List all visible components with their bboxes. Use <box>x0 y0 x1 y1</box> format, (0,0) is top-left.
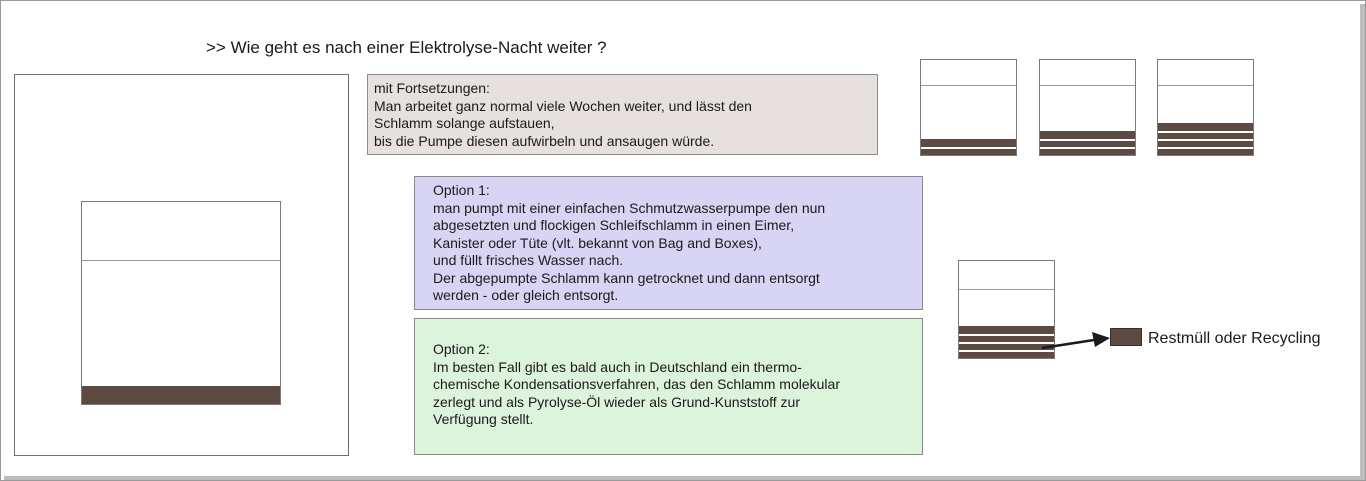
option1-line: werden - oder gleich entsorgt. <box>433 287 619 303</box>
option1-line: Option 1: <box>433 182 490 198</box>
frame-shadow-right <box>1360 4 1365 480</box>
sludge-deposit <box>82 386 280 404</box>
option2-line: chemische Kondensationsverfahren, das den Schlamm molekular <box>433 376 840 392</box>
sludge-deposit <box>921 139 1016 155</box>
continuation-line: Schlamm solange aufstauen, <box>374 115 555 131</box>
tank-week-3 <box>1157 59 1254 156</box>
sludge-layer <box>82 386 280 404</box>
extracted-sludge-block <box>1110 328 1142 346</box>
sludge-layer <box>921 147 1016 155</box>
water-level-line <box>1158 85 1253 86</box>
option2-line: Option 2: <box>433 341 490 357</box>
option1-line: man pumpt mit einer einfachen Schmutzwasserpumpe den nun <box>433 199 826 216</box>
continuation-line: Man arbeitet ganz normal viele Wochen weiter, und lässt den <box>374 97 752 114</box>
continuation-box <box>367 74 878 155</box>
sludge-layer <box>1158 123 1253 131</box>
disposal-label: Restmüll oder Recycling <box>1148 330 1321 347</box>
frame-shadow-bottom <box>4 476 1365 480</box>
sludge-layer <box>1158 147 1253 155</box>
option1-line: abgesetzten und flockigen Schleifschlamm in einen Eimer, <box>433 217 795 233</box>
sludge-layer <box>1040 139 1135 147</box>
continuation-line: bis die Pumpe diesen aufwirbeln und ansaugen würde. <box>374 132 715 149</box>
option1-line: Der abgepumpte Schlamm kann getrocknet und dann entsorgt <box>433 269 820 286</box>
option1-box <box>414 176 923 310</box>
sludge-deposit <box>1158 123 1253 155</box>
sludge-layer <box>1040 147 1135 155</box>
sludge-layer <box>921 139 1016 147</box>
tank-week-1 <box>920 59 1017 156</box>
disposal-arrow-icon <box>1040 320 1115 360</box>
water-level-line <box>921 85 1016 86</box>
water-level-line <box>1040 85 1135 86</box>
sludge-deposit <box>1040 131 1135 155</box>
water-level-line <box>959 289 1054 290</box>
sludge-layer <box>1158 139 1253 147</box>
option2-box <box>414 318 923 455</box>
sludge-layer <box>1040 131 1135 139</box>
diagram-heading: >> Wie geht es nach einer Elektrolyse-Nacht weiter ? <box>206 38 607 57</box>
option1-line: Kanister oder Tüte (vlt. bekannt von Bag and Boxes), <box>433 234 762 251</box>
option2-line: Im besten Fall gibt es bald auch in Deutschland ein thermo- <box>433 358 802 375</box>
option2-line: Verfügung stellt. <box>433 411 534 427</box>
main-tank <box>81 201 281 405</box>
option1-line: und füllt frisches Wasser nach. <box>433 252 624 268</box>
water-level-line <box>82 260 280 261</box>
option2-line: zerlegt und als Pyrolyse-Öl wieder als Grund-Kunststoff zur <box>433 393 801 410</box>
continuation-line: mit Fortsetzungen: <box>374 80 490 96</box>
sludge-layer <box>1158 131 1253 139</box>
tank-week-2 <box>1039 59 1136 156</box>
